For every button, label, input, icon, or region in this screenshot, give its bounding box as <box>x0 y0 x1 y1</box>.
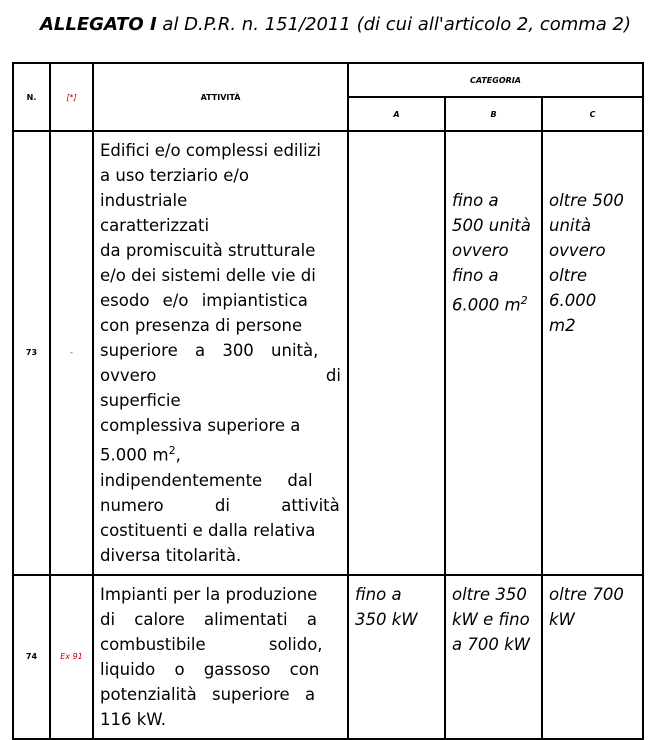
activity-description <box>93 575 348 739</box>
category-c-value: oltre 700 kW <box>542 575 643 739</box>
desc-line: Impianti per la produzione <box>100 584 318 604</box>
header-activity: ATTIVITÀ <box>93 63 348 131</box>
desc-line: liquido o gassoso con <box>100 659 320 679</box>
header-category: CATEGORIA <box>348 63 643 97</box>
category-b-value: oltre 350 kW e fino a 700 kW <box>445 575 542 739</box>
desc-line: 116 kW. <box>100 709 166 729</box>
category-b-value: fino a 500 unità ovvero fino a 6.000 $m^2$ <box>445 131 542 575</box>
title-reference: al D.P.R. n. 151/2011 (di cui all'articolo 2, comma 2) <box>156 14 632 35</box>
table-row <box>13 131 643 575</box>
desc-line: esodo e/o impiantistica <box>100 291 308 310</box>
desc-line: Edifici e/o complessi edilizi <box>100 141 321 160</box>
table-row <box>13 575 643 739</box>
desc-line: di calore alimentati a <box>100 609 317 629</box>
desc-line: indipendentemente dal <box>100 470 313 490</box>
desc-line: complessiva superiore a <box>100 416 301 435</box>
row-number: 74 <box>13 575 50 739</box>
desc-line: industriale caratterizzati <box>100 191 210 235</box>
desc-line: numero di attività <box>100 495 340 515</box>
desc-line: potenzialità superiore a <box>100 684 316 704</box>
header-category-a: A <box>348 97 445 131</box>
desc-line: costituenti e dalla relativa <box>100 520 316 540</box>
row-reference: Ex 91 <box>50 575 93 739</box>
row-number: 73 <box>13 131 50 575</box>
desc-line: 5.000 $m^2$, <box>100 444 181 465</box>
desc-line: superiore a 300 unità, <box>100 341 319 360</box>
header-number: N. <box>13 63 50 131</box>
category-a-value: fino a 350 kW <box>348 575 445 739</box>
header-category-b: B <box>445 97 542 131</box>
desc-line: con presenza di persone <box>100 316 303 335</box>
desc-line: combustibile solido, <box>100 634 323 654</box>
desc-line: a uso terziario e/o <box>100 166 250 185</box>
activities-table <box>12 62 644 740</box>
row-reference: - <box>50 131 93 575</box>
activity-description <box>93 131 348 575</box>
desc-line: ovvero di superficie <box>100 366 341 410</box>
document-title <box>40 14 631 35</box>
title-allegato: ALLEGATO I <box>40 14 157 35</box>
header-reference: [*] <box>50 63 93 131</box>
desc-line: e/o dei sistemi delle vie di <box>100 266 316 285</box>
category-a-value <box>348 131 445 575</box>
category-c-value: oltre 500 unità ovvero oltre 6.000 m2 <box>542 131 643 575</box>
header-category-c: C <box>542 97 643 131</box>
desc-line: da promiscuità strutturale <box>100 241 316 260</box>
desc-line: diversa titolarità. <box>100 545 242 565</box>
